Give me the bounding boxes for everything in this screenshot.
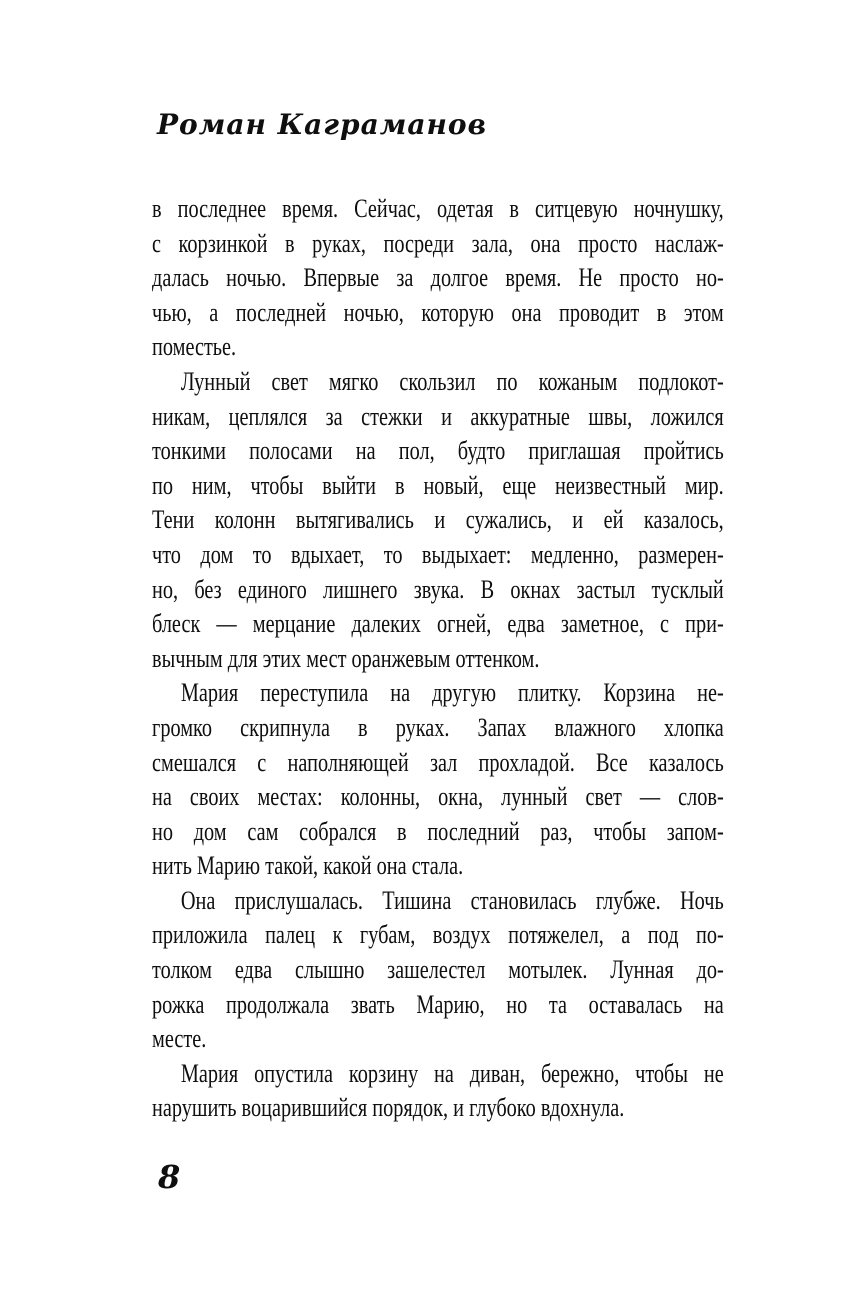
paragraph [152,365,724,676]
text-line: вычным для этих мест оранжевым оттенком. [152,643,540,673]
text-line: но, без единого лишнего звука. В окнах застыл тусклый [152,574,724,604]
text-line: Она прислушалась. Тишина становилась глубже. Ночь [180,885,724,915]
text-line: никам, цеплялся за стежки и аккуратные швы, ложился [152,401,724,431]
text-line: на своих местах: колонны, окна, лунный свет — слов- [152,782,724,812]
body-text [152,192,724,1126]
text-line: смешался с наполняющей зал прохладой. Все казалось [152,747,724,777]
paragraph [152,676,724,884]
text-line: в последнее время. Сейчас, одетая в ситцевую ночнушку, [152,194,724,223]
text-line: поместье. [152,332,237,362]
page-number: 8 [158,1158,181,1196]
text-line: нарушить воцарившийся порядок, и глубоко вдохнула. [152,1093,625,1123]
text-line: Мария переступила на другую плитку. Корзина не- [180,678,724,708]
text-line: Лунный свет мягко скользил по кожаным подлокот- [180,366,724,396]
text-line: с корзинкой в руках, посреди зала, она просто наслаж- [152,228,724,258]
text-line: блеск — мерцание далеких огней, едва заметное, с при- [152,609,724,639]
text-line: нить Марию такой, какой она стала. [152,851,464,881]
text-line: по ним, чтобы выйти в новый, еще неизвестный мир. [152,470,724,500]
text-line: но дом сам собрался в последний раз, чтобы запом- [152,816,724,846]
author-name: Роман Каграманов [157,108,487,141]
text-line: тонкими полосами на пол, будто приглашая пройтись [152,436,724,466]
text-line: месте. [152,1024,207,1054]
paragraph [152,1057,724,1126]
text-line: рожка продолжала звать Марию, но та оставалась на [152,989,724,1019]
text-line: Тени колонн вытягивались и сужались, и ей казалось, [152,505,724,535]
text-line: громко скрипнула в руках. Запах влажного хлопка [152,712,724,742]
text-line: толком едва слышно зашелестел мотылек. Лунная до- [152,955,724,985]
text-line: далась ночью. Впервые за долгое время. Не просто но- [152,263,724,293]
text-line: Мария опустила корзину на диван, бережно, чтобы не [180,1058,724,1088]
text-line: чью, а последней ночью, которую она проводит в этом [152,297,724,327]
text-line: приложила палец к губам, воздух потяжелел, а под по- [152,920,724,950]
paragraph [152,192,724,365]
text-line: что дом то вдыхает, то выдыхает: медленно, размерен- [152,539,724,569]
paragraph [152,884,724,1057]
